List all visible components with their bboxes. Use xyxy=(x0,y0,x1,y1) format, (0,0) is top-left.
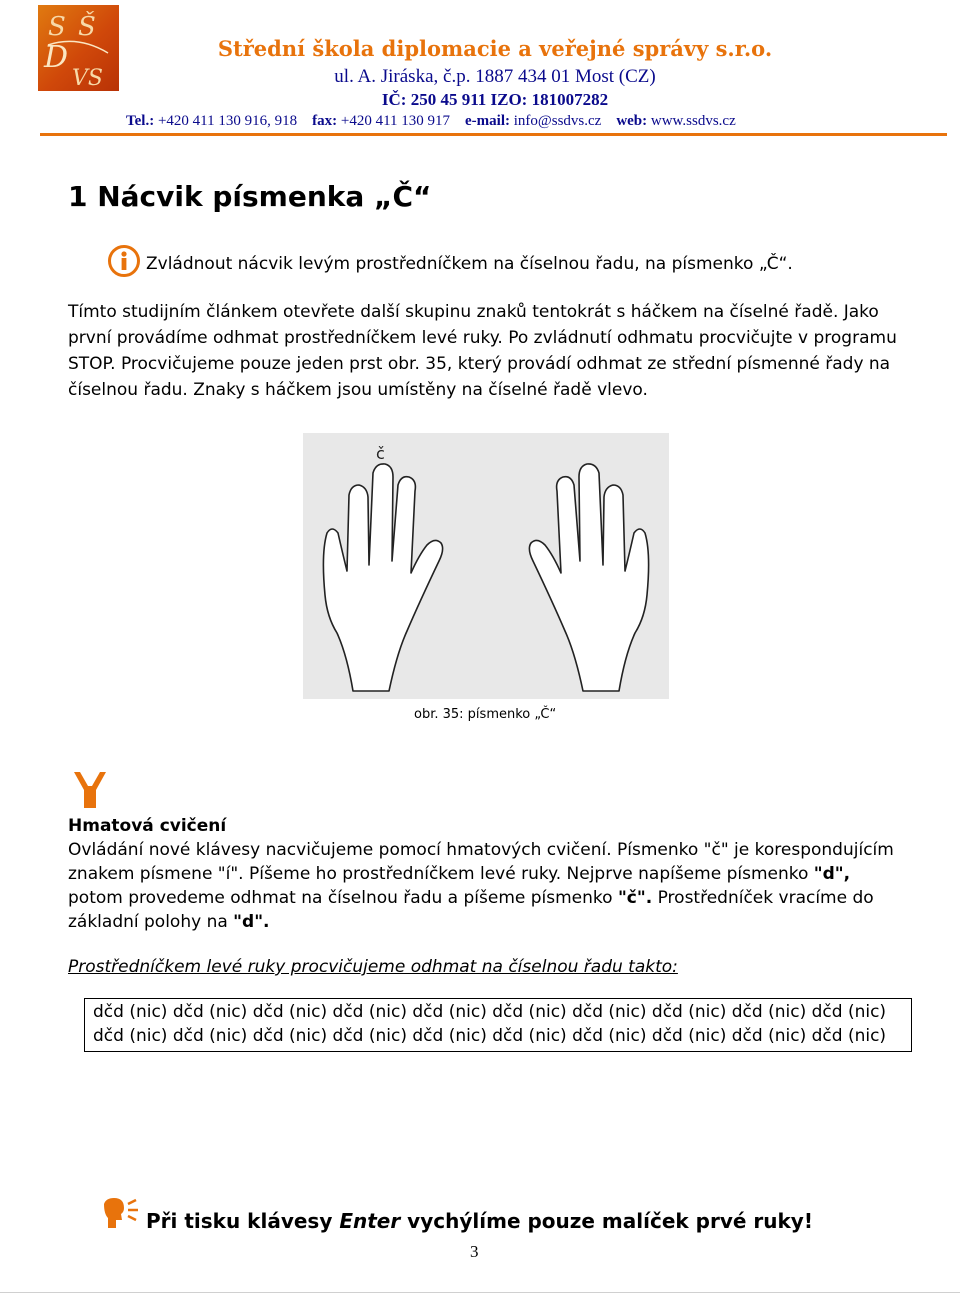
school-address: ul. A. Jiráska, č.p. 1887 434 01 Most (CZ) xyxy=(334,66,656,87)
school-name: Střední škola diplomacie a veřejné správy s.r.o. xyxy=(217,36,773,61)
fax-label: fax: xyxy=(312,113,338,129)
svg-text:Š: Š xyxy=(78,12,96,42)
enter-key-label: Enter xyxy=(339,1209,401,1233)
tel-value: +420 411 130 916, 918 xyxy=(157,113,298,129)
page-title: 1 Nácvik písmenka „Č“ xyxy=(68,180,432,213)
svg-text:S: S xyxy=(48,12,66,42)
drill-box xyxy=(84,998,912,1052)
email-label: e-mail: xyxy=(465,113,510,129)
school-logo xyxy=(38,5,119,91)
page-bottom-divider xyxy=(0,1292,960,1293)
speaker-icon xyxy=(100,1196,140,1232)
intro-line: číselnou řadu. Znaky s háčkem jsou umístěny na číselné řadě vlevo. xyxy=(68,380,648,400)
dumbbell-icon xyxy=(70,768,110,810)
exercise-line-text: Prostředníček vracíme do xyxy=(652,888,874,908)
web-value[interactable]: www.ssdvs.cz xyxy=(650,113,736,129)
svg-text:D: D xyxy=(44,40,69,75)
enter-note xyxy=(146,1209,813,1233)
page-number: 3 xyxy=(470,1242,479,1261)
info-icon xyxy=(107,244,141,278)
fax-value: +420 411 130 917 xyxy=(340,113,451,129)
drill-line: dčd (nic) dčd (nic) dčd (nic) dčd (nic) dčd (nic) dčd (nic) dčd (nic) dčd (nic) dčd (nic) dčd (nic) xyxy=(93,1026,887,1046)
intro-paragraph xyxy=(68,299,918,403)
intro-line: STOP. Procvičujeme pouze jeden prst obr. 35, který provádí odhmat ze střední písmenné řady na xyxy=(68,354,891,374)
goal-text: Zvládnout nácvik levým prostředníčkem na číselnou řadu, na písmenko „Č“. xyxy=(146,254,793,274)
intro-line: Tímto studijním článkem otevřete další skupinu znaků tentokrát s háčkem na číselné řadě. Jako xyxy=(68,302,879,322)
hands-figure xyxy=(303,433,669,699)
drill-line: dčd (nic) dčd (nic) dčd (nic) dčd (nic) dčd (nic) dčd (nic) dčd (nic) dčd (nic) dčd (nic) dčd (nic) xyxy=(93,1002,887,1022)
exercise-heading: Hmatová cvičení xyxy=(68,816,227,836)
exercise-line-text: znakem písmene "í". Píšeme ho prostředníčkem levé ruky. Nejprve napíšeme písmenko xyxy=(68,864,814,884)
email-value[interactable]: info@ssdvs.cz xyxy=(513,113,602,129)
exercise-line xyxy=(68,910,904,934)
tel-label: Tel.: xyxy=(126,113,155,129)
exercise-bold-key: "č". xyxy=(617,888,653,908)
exercise-paragraph xyxy=(68,838,904,934)
enter-note-text: Při tisku klávesy xyxy=(146,1209,340,1233)
exercise-bold-key: "d". xyxy=(233,912,270,932)
web-label: web: xyxy=(616,113,648,129)
exercise-line xyxy=(68,862,904,886)
intro-line: první provádíme odhmat prostředníčkem levé ruky. Po zvládnutí odhmatu procvičujte v programu xyxy=(68,328,897,348)
exercise-line: Ovládání nové klávesy nacvičujeme pomocí hmatových cvičení. Písmenko "č" je korespondujícím xyxy=(68,840,894,860)
exercise-line-text: potom provedeme odhmat na číselnou řadu a píšeme písmenko xyxy=(68,888,618,908)
contact-line xyxy=(126,113,886,130)
practice-intro: Prostředníčkem levé ruky procvičujeme odhmat na číselnou řadu takto: xyxy=(68,957,678,977)
finger-label: č xyxy=(376,444,385,463)
svg-text:VS: VS xyxy=(72,66,103,91)
exercise-line-text: základní polohy na xyxy=(68,912,234,932)
exercise-bold-key: "d", xyxy=(813,864,851,884)
header-divider xyxy=(40,133,947,136)
exercise-line xyxy=(68,886,904,910)
enter-note-text: vychýlíme pouze malíček prvé ruky! xyxy=(400,1209,813,1233)
figure-caption: obr. 35: písmenko „Č“ xyxy=(414,707,557,722)
school-ids: IČ: 250 45 911 IZO: 181007282 xyxy=(381,90,609,109)
